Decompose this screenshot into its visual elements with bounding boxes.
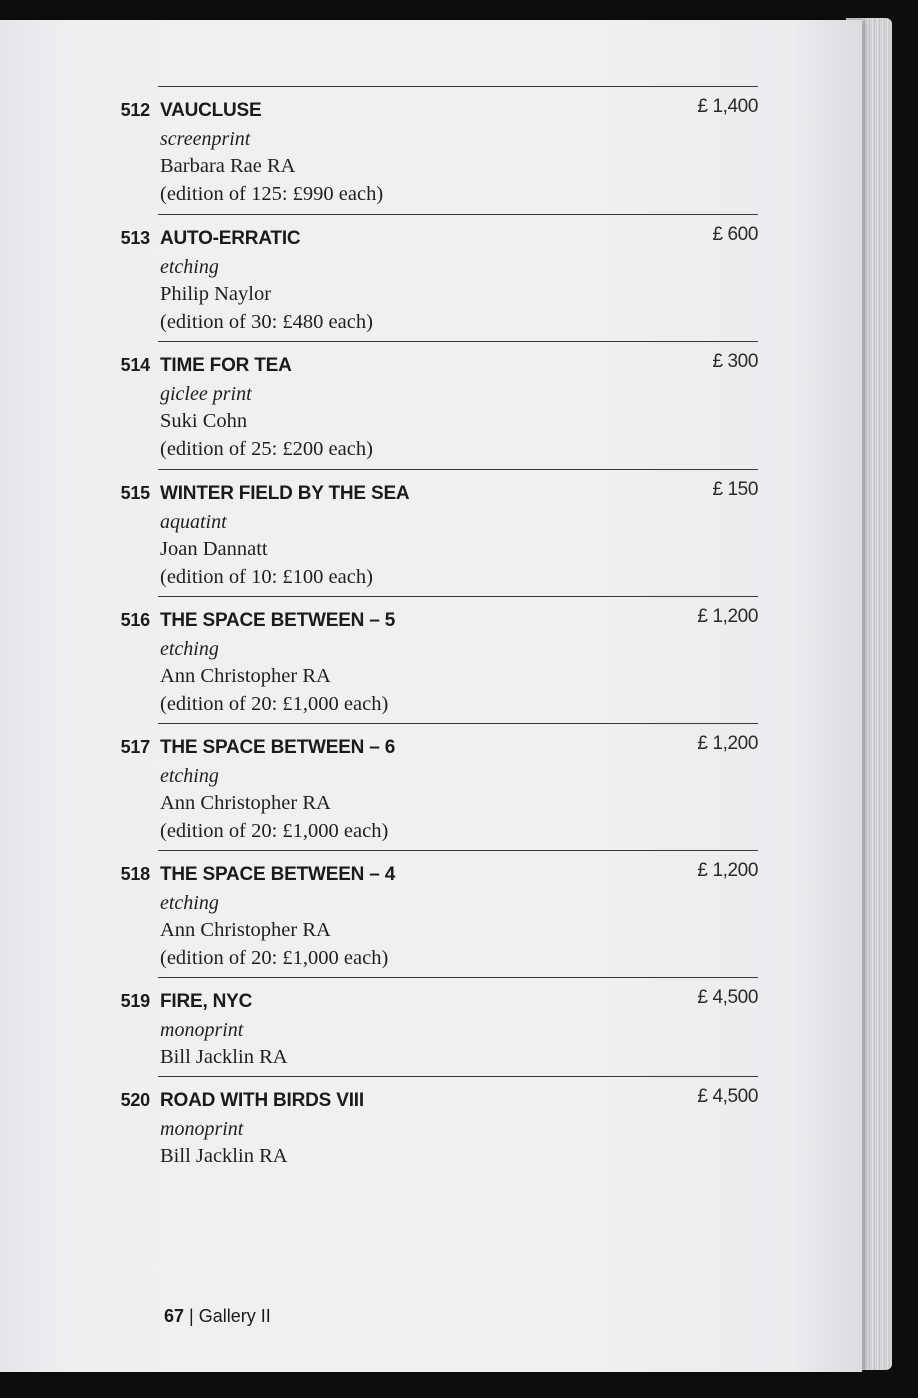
entry-number: 520 <box>120 1090 150 1110</box>
entry-edition: (edition of 125: £990 each) <box>160 183 384 205</box>
page-number: 67 <box>164 1306 185 1326</box>
entry-medium: etching <box>160 256 219 278</box>
entry-medium: giclee print <box>160 383 252 405</box>
entry-artist: Suki Cohn <box>160 410 248 432</box>
entry-edition: (edition of 30: £480 each) <box>160 311 373 333</box>
divider <box>158 341 758 342</box>
entry-title: THE SPACE BETWEEN – 6 <box>160 737 396 758</box>
section-name: Gallery II <box>198 1306 271 1326</box>
entry-medium: etching <box>160 638 219 660</box>
entry-title: AUTO-ERRATIC <box>160 228 301 249</box>
entry-number: 517 <box>120 737 150 757</box>
divider <box>158 850 758 851</box>
entry-title: ROAD WITH BIRDS VIII <box>160 1090 364 1111</box>
entry-medium: etching <box>160 892 219 914</box>
entry-artist: Ann Christopher RA <box>160 792 331 814</box>
entry-medium: screenprint <box>160 128 251 150</box>
entry-price: £ 1,200 <box>697 606 758 627</box>
entry-number: 515 <box>120 483 150 503</box>
entry-edition: (edition of 20: £1,000 each) <box>160 947 389 969</box>
divider <box>158 469 758 470</box>
entry-artist: Bill Jacklin RA <box>160 1046 288 1068</box>
entry-title: VAUCLUSE <box>160 100 262 121</box>
entry-title: WINTER FIELD BY THE SEA <box>160 483 410 504</box>
entry-title: TIME FOR TEA <box>160 355 292 376</box>
entry-number: 512 <box>120 100 150 120</box>
divider <box>158 596 758 597</box>
entry-artist: Ann Christopher RA <box>160 665 331 687</box>
entry-edition: (edition of 20: £1,000 each) <box>160 693 389 715</box>
entry-medium: monoprint <box>160 1118 244 1140</box>
entry-price: £ 1,200 <box>697 733 758 754</box>
entry-price: £ 4,500 <box>697 987 758 1008</box>
divider <box>158 86 758 87</box>
divider <box>158 1076 758 1077</box>
entry-price: £ 4,500 <box>697 1086 758 1107</box>
entry-medium: aquatint <box>160 511 227 533</box>
entry-title: FIRE, NYC <box>160 991 253 1012</box>
entry-edition: (edition of 10: £100 each) <box>160 566 373 588</box>
page-footer <box>164 1306 271 1327</box>
entry-price: £ 1,200 <box>697 860 758 881</box>
entry-price: £ 1,400 <box>697 96 758 117</box>
footer-separator: | <box>189 1306 194 1326</box>
entry-title: THE SPACE BETWEEN – 4 <box>160 864 396 885</box>
entry-number: 513 <box>120 228 150 248</box>
entry-artist: Ann Christopher RA <box>160 919 331 941</box>
entry-title: THE SPACE BETWEEN – 5 <box>160 610 396 631</box>
entry-number: 516 <box>120 610 150 630</box>
entry-artist: Philip Naylor <box>160 283 272 305</box>
divider <box>158 977 758 978</box>
entry-edition: (edition of 20: £1,000 each) <box>160 820 389 842</box>
entry-medium: etching <box>160 765 219 787</box>
entry-number: 518 <box>120 864 150 884</box>
catalogue-page <box>0 20 862 1372</box>
entry-artist: Joan Dannatt <box>160 538 268 560</box>
entry-edition: (edition of 25: £200 each) <box>160 438 373 460</box>
divider <box>158 723 758 724</box>
entry-number: 519 <box>120 991 150 1011</box>
entry-price: £ 600 <box>712 224 758 245</box>
entry-price: £ 300 <box>712 351 758 372</box>
entry-artist: Bill Jacklin RA <box>160 1145 288 1167</box>
entry-price: £ 150 <box>712 479 758 500</box>
divider <box>158 214 758 215</box>
entry-number: 514 <box>120 355 150 375</box>
entry-artist: Barbara Rae RA <box>160 155 296 177</box>
entry-medium: monoprint <box>160 1019 244 1041</box>
